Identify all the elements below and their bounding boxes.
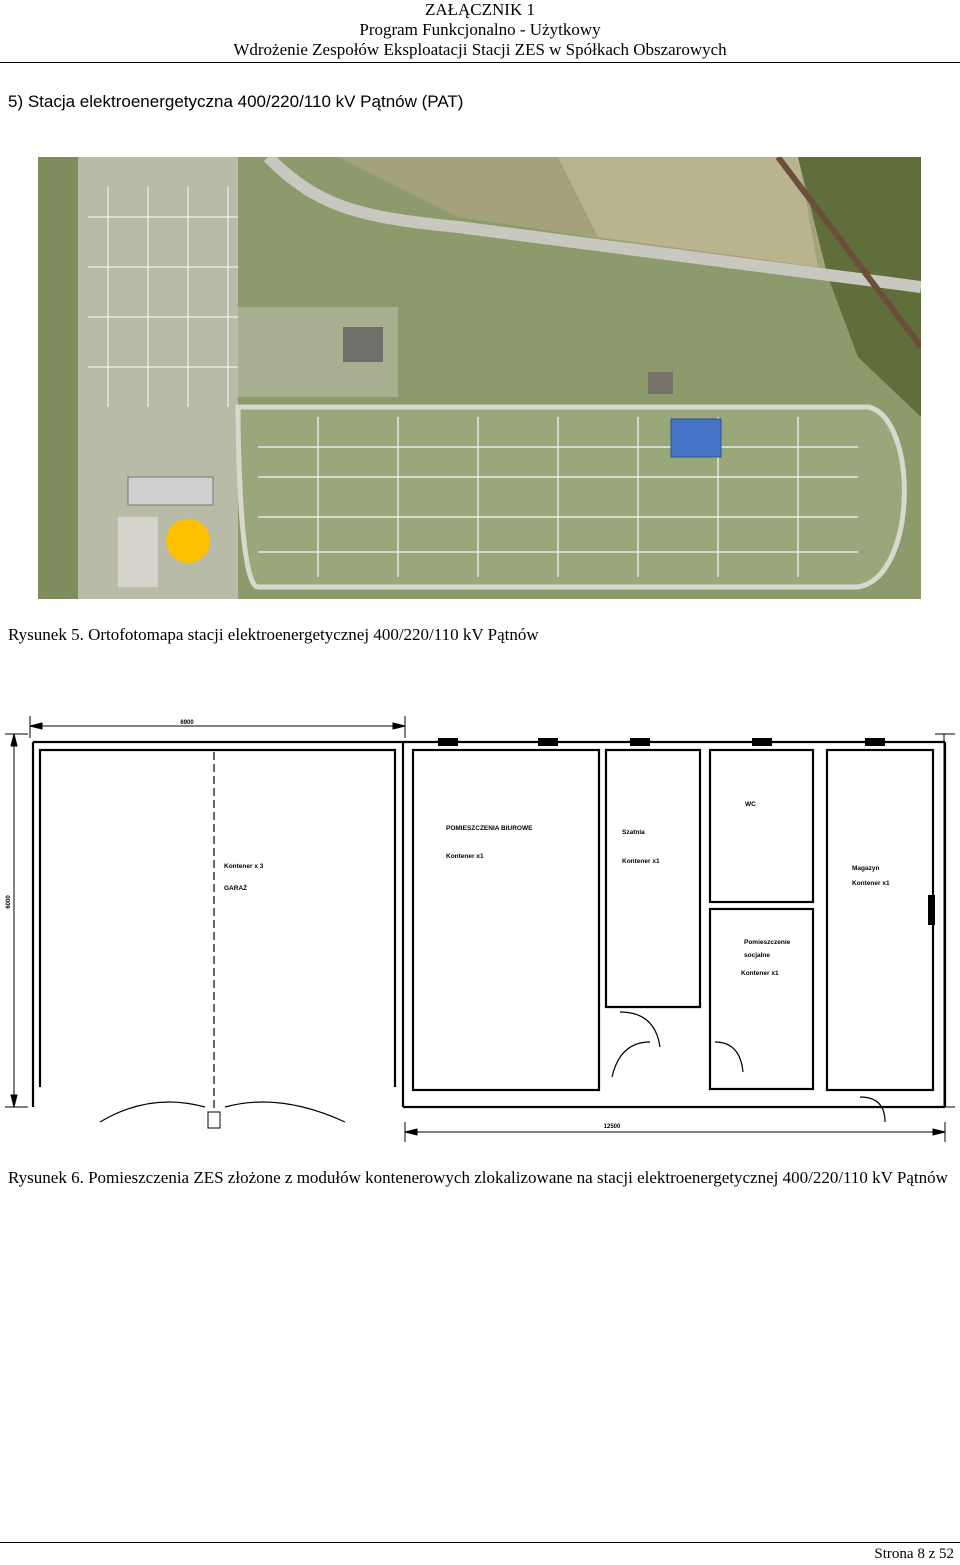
header-annex: ZAŁĄCZNIK 1 (424, 0, 535, 19)
garage-label-2: GARAŻ (224, 885, 248, 892)
orthophoto-image (38, 157, 921, 599)
room-labels (224, 801, 890, 977)
ortho-building-mid (343, 327, 383, 362)
orthophoto-map (38, 157, 921, 599)
garage-door-left (100, 1102, 205, 1122)
doors (612, 1012, 885, 1122)
social-label-2: socjalne (744, 952, 771, 959)
social-label: Pomieszczenie (744, 939, 791, 946)
header-project: Wdrożenie Zespołów Eksploatacji Stacji ZES w Spółkach Obszarowych (233, 40, 727, 59)
figure6-caption: Rysunek 6. Pomieszczenia ZES złożone z modułów kontenerowych zlokalizowane na stacji elektroenergetycznej 400/220/110 kV Pątnów (8, 1168, 948, 1187)
page-header (0, 0, 960, 60)
store-label-2: Kontener x1 (852, 880, 890, 887)
ortho-building-west (118, 517, 158, 587)
location-marker-square (671, 419, 721, 457)
ortho-building-east (648, 372, 673, 394)
store-label: Magazyn (852, 865, 880, 872)
office-label-2: Kontener x1 (446, 853, 484, 860)
szatnia-label: Szatnia (622, 829, 645, 836)
dim-bottom: 12500 (603, 1124, 621, 1130)
header-rule (0, 62, 960, 63)
floor-plan-drawing (0, 712, 960, 1144)
figure5-caption: Rysunek 5. Ortofotomapa stacji elektroenergetycznej 400/220/110 kV Pątnów (8, 625, 539, 644)
szatnia-label-2: Kontener x1 (622, 858, 660, 865)
garage-post (208, 1112, 220, 1128)
ortho-building-main (128, 477, 213, 505)
ortho-main-yard (238, 407, 904, 587)
wc-label: WC (745, 801, 756, 808)
office-label: POMIESZCZENIA BIUROWE (446, 825, 533, 832)
page-number: Strona 8 z 52 (874, 1546, 954, 1562)
dim-top: 6900 (180, 720, 194, 726)
walls (33, 742, 945, 1107)
dim-left: 6000 (6, 895, 12, 909)
footer-rule (0, 1542, 960, 1543)
garage-label: Kontener x 3 (224, 863, 264, 870)
social-label-3: Kontener x1 (741, 970, 779, 977)
location-marker-circle (166, 519, 210, 563)
section-title: 5) Stacja elektroenergetyczna 400/220/110 kV Pątnów (PAT) (8, 92, 464, 111)
garage-door-right (225, 1102, 345, 1122)
header-program: Program Funkcjonalno - Użytkowy (359, 20, 601, 39)
floor-plan (0, 712, 960, 1144)
